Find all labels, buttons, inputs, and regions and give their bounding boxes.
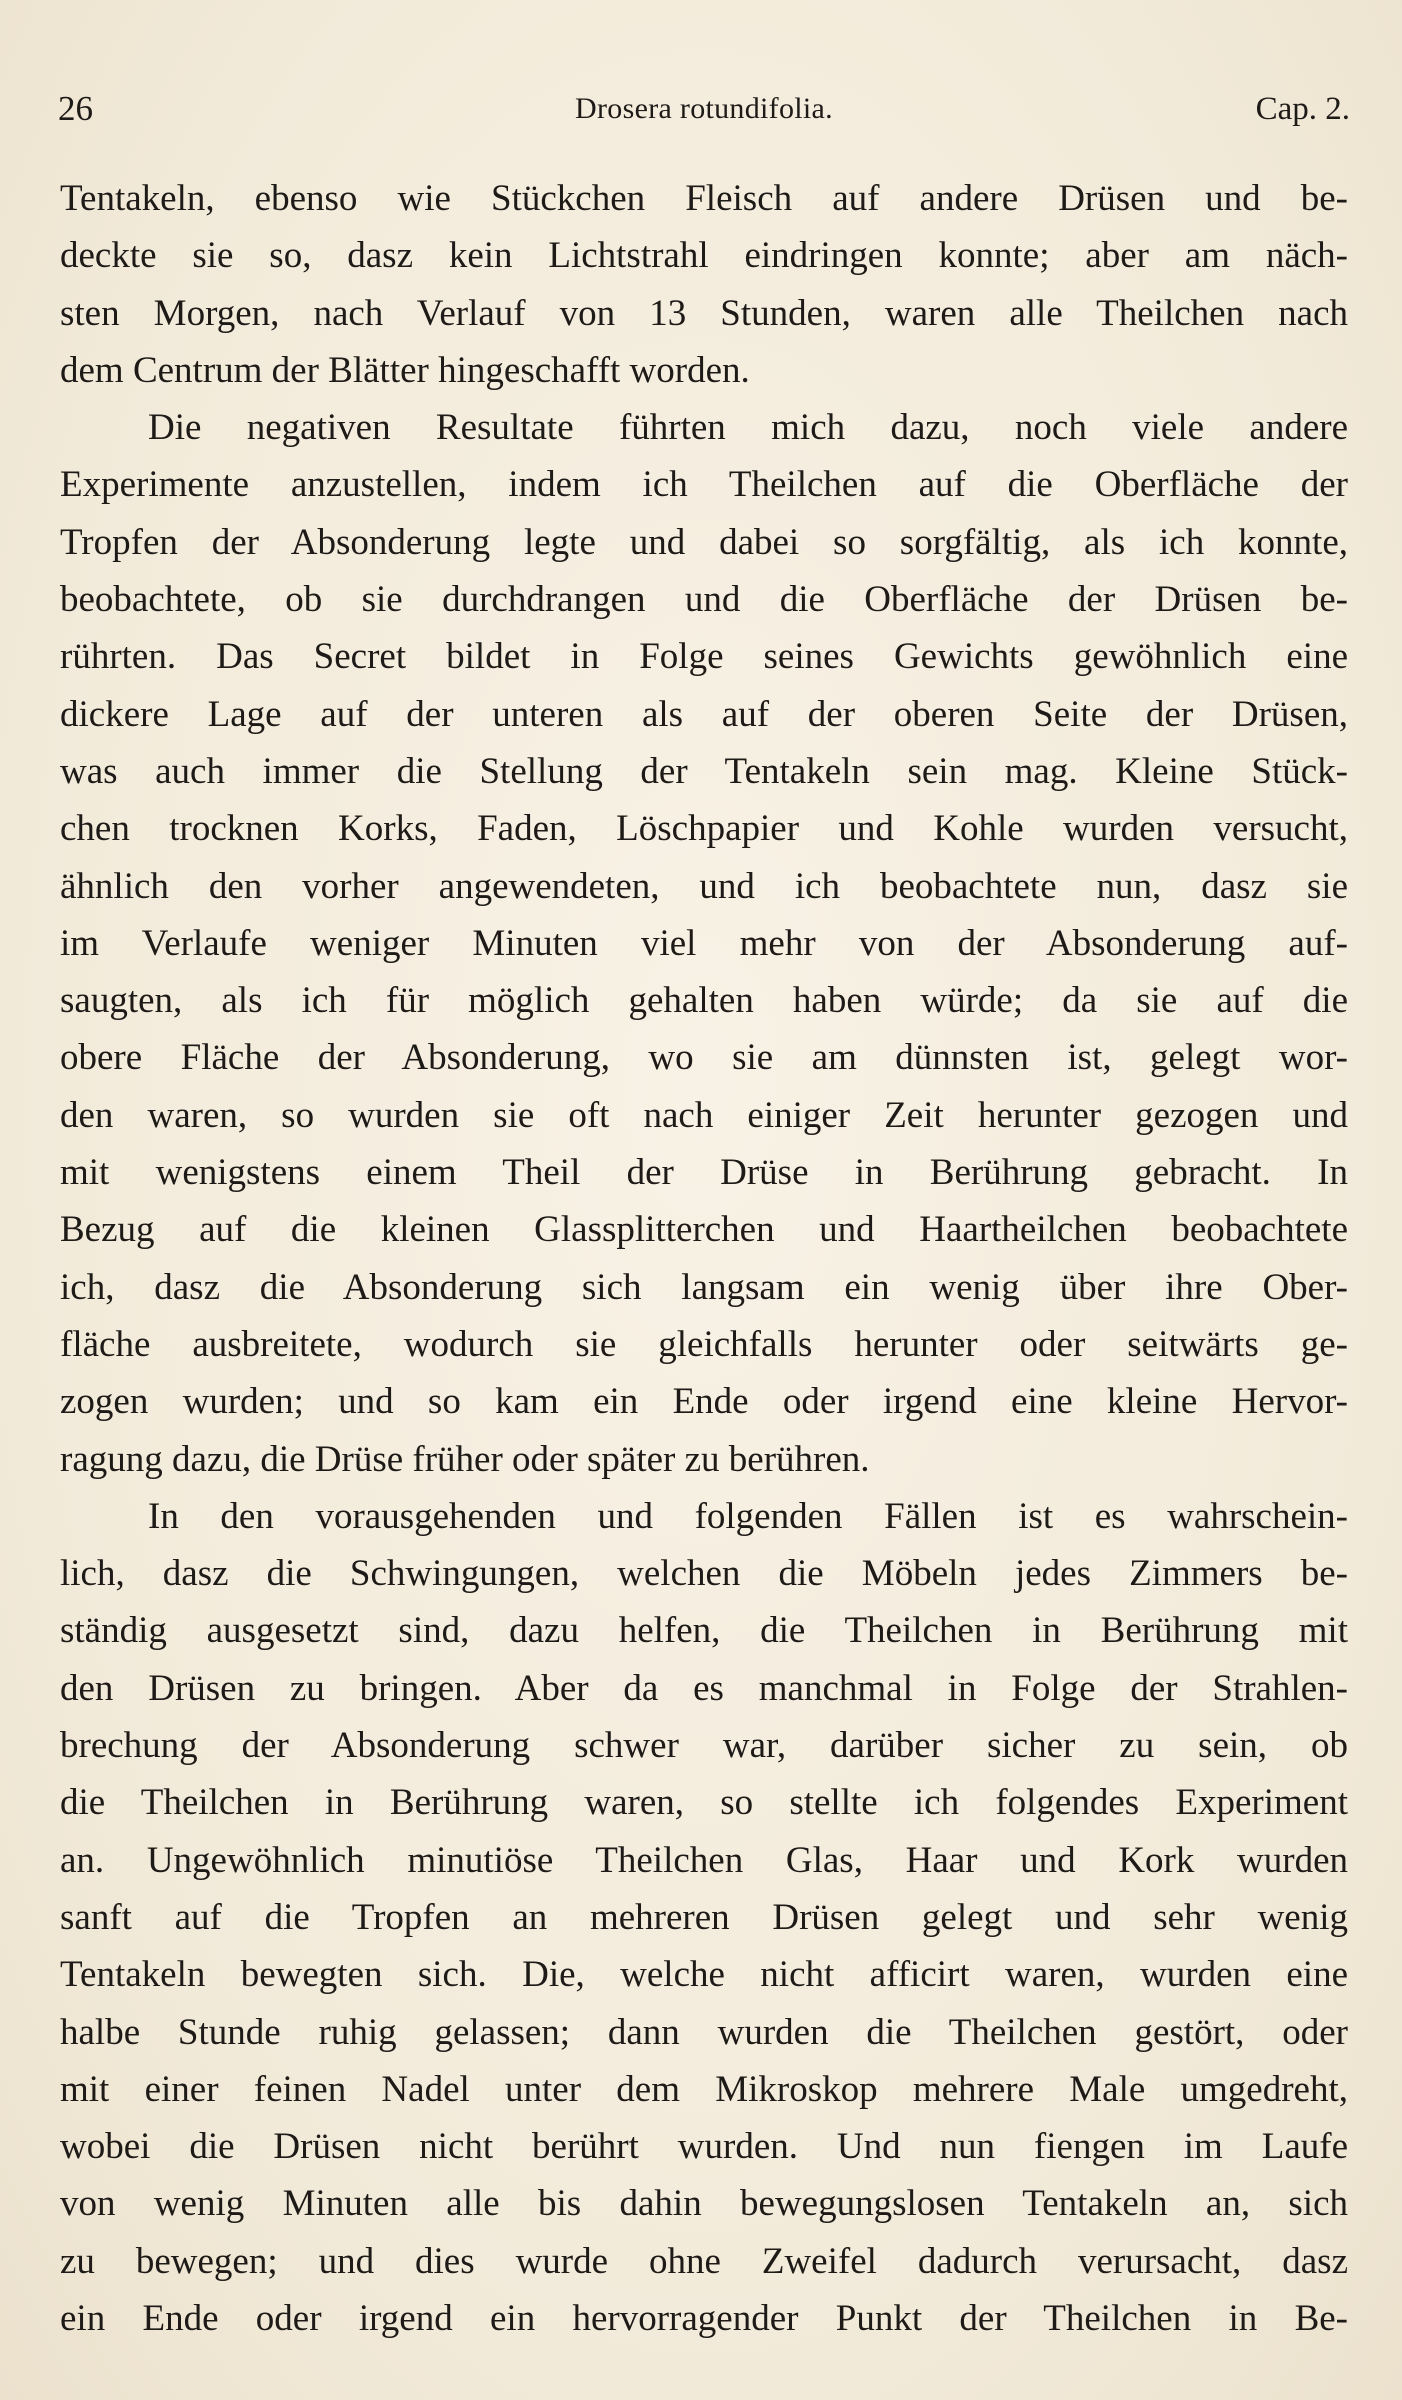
text-line: brechung der Absonderung schwer war, darüber sicher zu sein, ob [60, 1725, 1348, 1767]
text-line: sten Morgen, nach Verlauf von 13 Stunden, waren alle Theilchen nach [60, 292, 1348, 334]
text-line: ein Ende oder irgend ein hervorragender Punkt der Theilchen in Be- [60, 2297, 1348, 2339]
text-line: In den vorausgehenden und folgenden Fällen ist es wahrschein- [148, 1495, 1348, 1537]
body-text [60, 170, 1348, 2347]
text-line: den waren, so wurden sie oft nach einiger Zeit herunter gezogen und [60, 1094, 1348, 1136]
text-line: Tropfen der Absonderung legte und dabei so sorgfältig, als ich konnte, [60, 521, 1348, 563]
text-line: wobei die Drüsen nicht berührt wurden. Und nun fiengen im Laufe [60, 2126, 1348, 2168]
text-line: von wenig Minuten alle bis dahin bewegungslosen Tentakeln an, sich [60, 2183, 1348, 2225]
text-line: Bezug auf die kleinen Glassplitterchen und Haartheilchen beobachtete [60, 1209, 1348, 1251]
text-line: mit wenigstens einem Theil der Drüse in Berührung gebracht. In [60, 1152, 1348, 1194]
text-line: Die negativen Resultate führten mich dazu, noch viele andere [148, 407, 1348, 449]
text-line: saugten, als ich für möglich gehalten haben würde; da sie auf die [60, 980, 1348, 1022]
running-head [58, 84, 1350, 134]
text-line: halbe Stunde ruhig gelassen; dann wurden die Theilchen gestört, oder [60, 2011, 1348, 2053]
text-line: Tentakeln, ebenso wie Stückchen Fleisch auf andere Drüsen und be- [60, 178, 1348, 219]
text-line: ich, dasz die Absonderung sich langsam ein wenig über ihre Ober- [60, 1266, 1348, 1308]
text-line: dem Centrum der Blätter hingeschafft worden. [60, 349, 750, 391]
text-line: die Theilchen in Berührung waren, so stellte ich folgendes Experiment [60, 1782, 1348, 1824]
text-line: chen trocknen Korks, Faden, Löschpapier und Kohle wurden versucht, [60, 808, 1348, 850]
text-line: im Verlaufe weniger Minuten viel mehr von der Absonderung auf- [60, 922, 1348, 964]
text-line: rührten. Das Secret bildet in Folge seines Gewichts gewöhnlich eine [60, 636, 1348, 678]
text-line: obere Fläche der Absonderung, wo sie am dünnsten ist, gelegt wor- [60, 1037, 1348, 1079]
text-line: an. Ungewöhnlich minutiöse Theilchen Glas, Haar und Kork wurden [60, 1839, 1348, 1881]
text-line: mit einer feinen Nadel unter dem Mikroskop mehrere Male umgedreht, [60, 2068, 1348, 2110]
text-line: ähnlich den vorher angewendeten, und ich beobachtete nun, dasz sie [60, 865, 1348, 907]
text-line: zu bewegen; und dies wurde ohne Zweifel dadurch verursacht, dasz [60, 2240, 1348, 2282]
text-line: ständig ausgesetzt sind, dazu helfen, die Theilchen in Berührung mit [60, 1610, 1348, 1652]
text-line: lich, dasz die Schwingungen, welchen die Möbeln jedes Zimmers be- [60, 1553, 1348, 1595]
text-line: sanft auf die Tropfen an mehreren Drüsen gelegt und sehr wenig [60, 1896, 1348, 1938]
chapter-mark: Cap. 2. [1255, 91, 1350, 127]
text-line: was auch immer die Stellung der Tentakeln sein mag. Kleine Stück- [60, 750, 1348, 792]
text-line: dickere Lage auf der unteren als auf der oberen Seite der Drüsen, [60, 693, 1348, 735]
page-number: 26 [58, 89, 93, 128]
text-line: zogen wurden; und so kam ein Ende oder irgend eine kleine Hervor- [60, 1381, 1348, 1423]
text-line: ragung dazu, die Drüse früher oder später zu berühren. [60, 1438, 870, 1480]
text-line: Experimente anzustellen, indem ich Theilchen auf die Oberfläche der [60, 464, 1348, 506]
text-line: fläche ausbreitete, wodurch sie gleichfalls herunter oder seitwärts ge- [60, 1323, 1348, 1365]
text-line: den Drüsen zu bringen. Aber da es manchmal in Folge der Strahlen- [60, 1667, 1348, 1709]
running-title: Drosera rotundifolia. [575, 92, 833, 125]
text-line: Tentakeln bewegten sich. Die, welche nicht afficirt waren, wurden eine [60, 1954, 1348, 1996]
text-line: beobachtete, ob sie durchdrangen und die Oberfläche der Drüsen be- [60, 579, 1348, 621]
text-line: deckte sie so, dasz kein Lichtstrahl eindringen konnte; aber am näch- [60, 235, 1348, 277]
